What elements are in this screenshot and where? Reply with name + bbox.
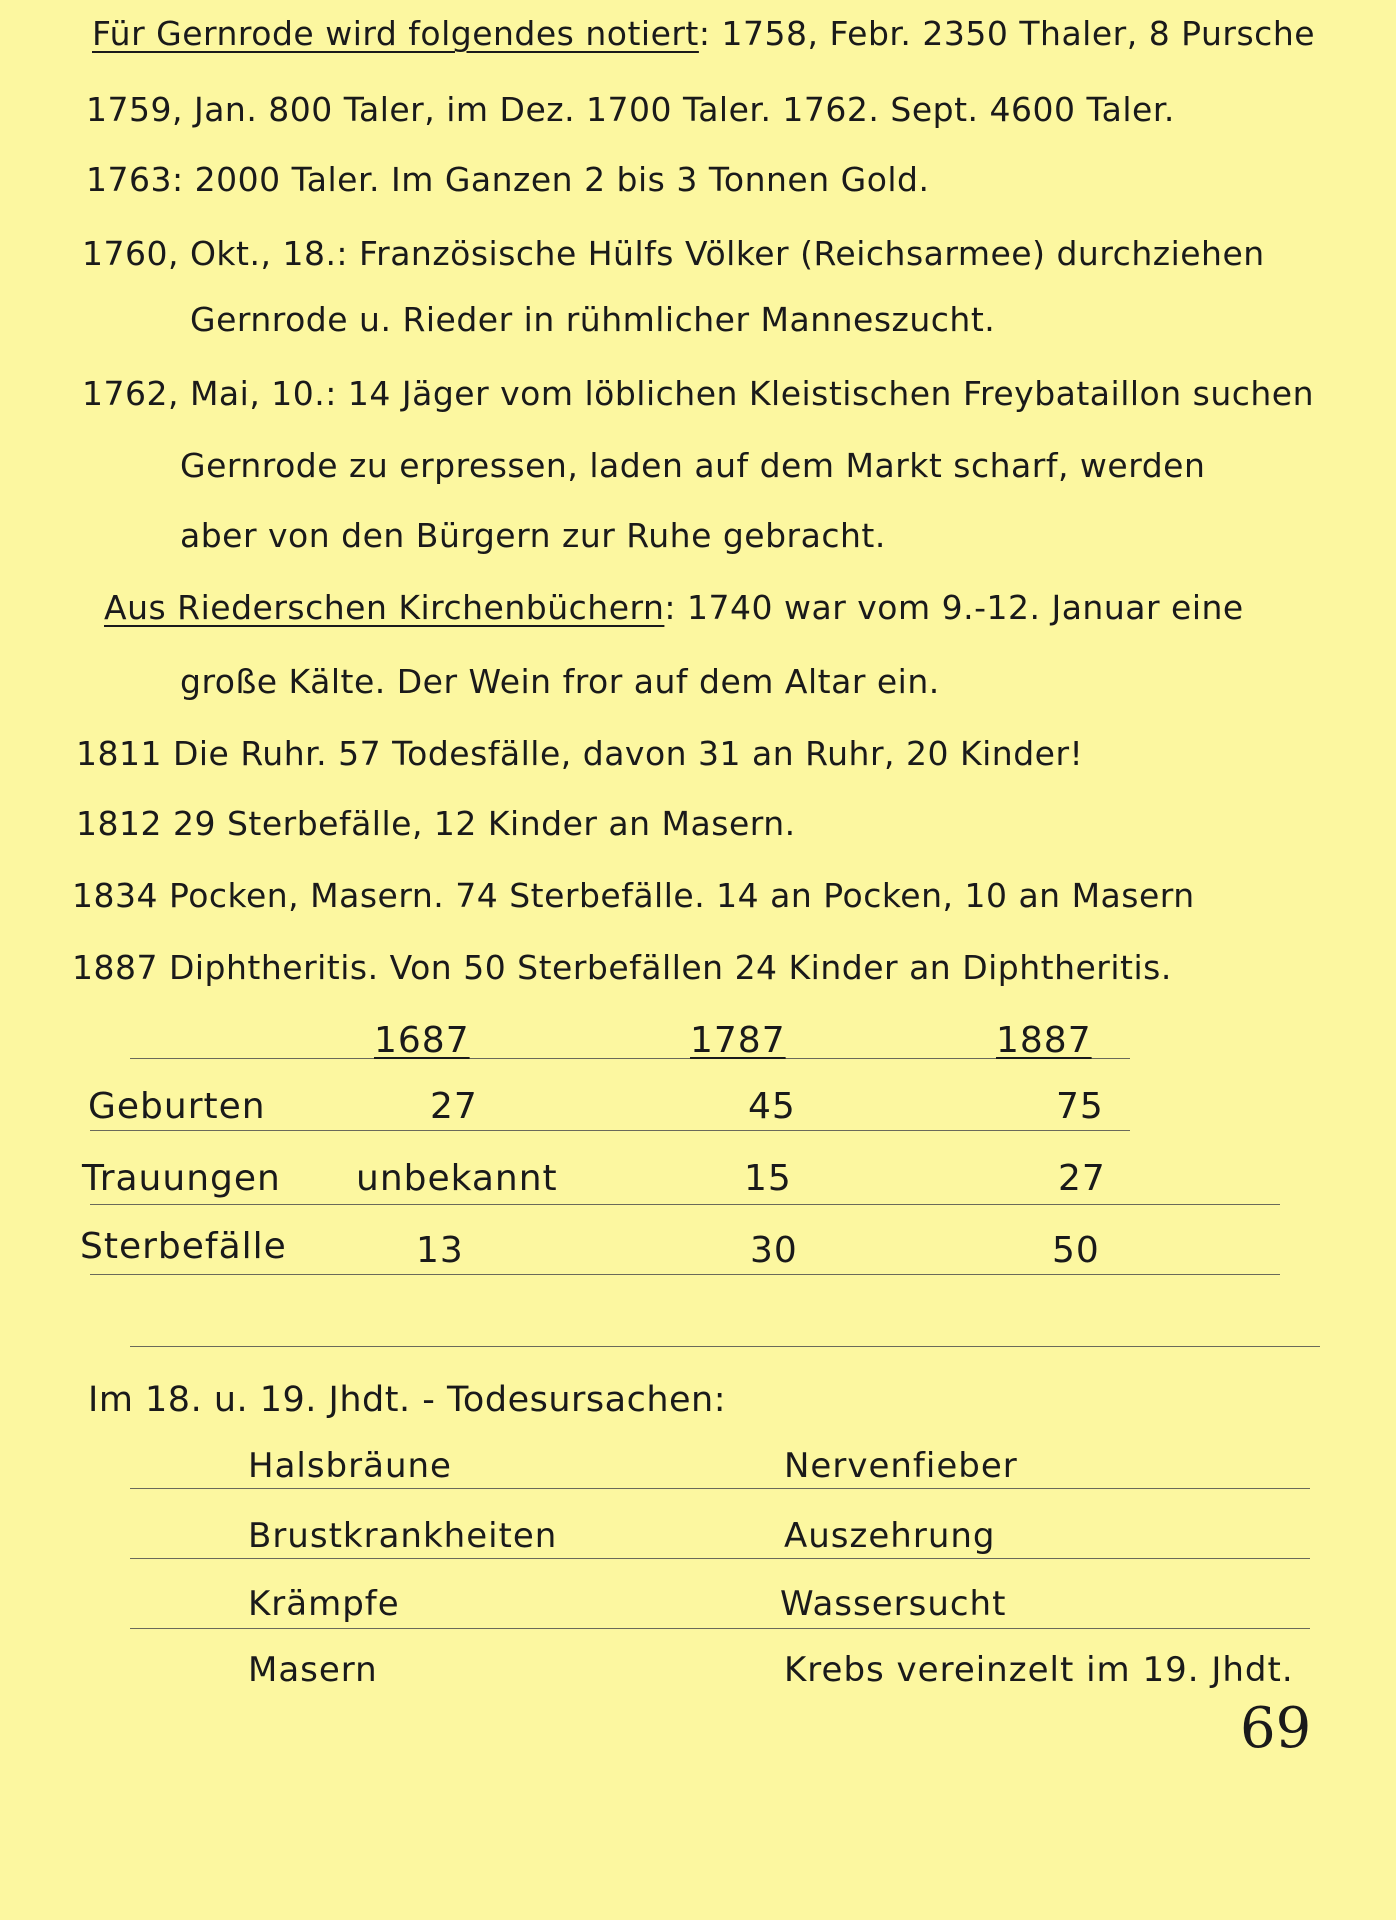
cause-right-3: Wassersucht xyxy=(780,1584,1007,1624)
note-line-5: Gernrode u. Rieder in rühmlicher Manneszucht. xyxy=(190,300,996,339)
causes-rule xyxy=(130,1488,1310,1489)
causes-rule xyxy=(130,1558,1310,1559)
row-label-geburten: Geburten xyxy=(88,1086,266,1127)
kirchenbuecher-heading: Aus Riederschen Kirchenbüchern xyxy=(104,588,665,627)
table-cell: unbekannt xyxy=(356,1158,558,1199)
table-cell: 45 xyxy=(748,1086,796,1127)
table-rule xyxy=(90,1130,1130,1131)
causes-rule xyxy=(130,1628,1310,1629)
note-line-9-text: : 1740 war vom 9.-12. Januar eine xyxy=(664,588,1244,627)
note-line-12: 1812 29 Sterbefälle, 12 Kinder an Masern. xyxy=(76,804,796,843)
year-header-1687: 1687 xyxy=(374,1020,470,1061)
year-header-1787: 1787 xyxy=(690,1020,786,1061)
note-line-6: 1762, Mai, 10.: 14 Jäger vom löblichen Kleistischen Freybataillon suchen xyxy=(82,374,1315,413)
table-rule xyxy=(130,1346,1320,1347)
cause-left-2: Brustkrankheiten xyxy=(248,1516,558,1556)
causes-heading: Im 18. u. 19. Jhdt. - Todesursachen: xyxy=(88,1380,727,1420)
table-cell: 27 xyxy=(1058,1158,1106,1199)
table-cell: 13 xyxy=(416,1230,464,1271)
note-line-7: Gernrode zu erpressen, laden auf dem Markt scharf, werden xyxy=(180,446,1206,485)
note-line-8: aber von den Bürgern zur Ruhe gebracht. xyxy=(180,516,886,555)
cause-left-3: Krämpfe xyxy=(248,1584,400,1624)
table-cell: 75 xyxy=(1056,1086,1104,1127)
table-rule xyxy=(130,1058,1130,1059)
cause-left-4: Masern xyxy=(248,1650,378,1690)
note-line-1 xyxy=(92,14,1315,53)
note-line-1-text: : 1758, Febr. 2350 Thaler, 8 Pursche xyxy=(698,14,1316,53)
note-line-2: 1759, Jan. 800 Taler, im Dez. 1700 Taler. 1762. Sept. 4600 Taler. xyxy=(86,90,1175,129)
table-cell: 30 xyxy=(750,1230,798,1271)
table-rule xyxy=(90,1274,1280,1275)
table-cell: 15 xyxy=(744,1158,792,1199)
note-line-11: 1811 Die Ruhr. 57 Todesfälle, davon 31 an Ruhr, 20 Kinder! xyxy=(76,734,1084,773)
table-cell: 50 xyxy=(1052,1230,1100,1271)
row-label-sterbefaelle: Sterbefälle xyxy=(80,1226,287,1267)
cause-left-1: Halsbräune xyxy=(248,1446,452,1486)
note-line-9 xyxy=(104,588,1244,627)
table-rule xyxy=(90,1204,1280,1205)
note-line-4: 1760, Okt., 18.: Französische Hülfs Völker (Reichsarmee) durchziehen xyxy=(82,234,1265,273)
note-line-10: große Kälte. Der Wein fror auf dem Altar ein. xyxy=(180,662,940,701)
gernrode-heading: Für Gernrode wird folgendes notiert xyxy=(92,14,699,53)
cause-right-2: Auszehrung xyxy=(784,1516,996,1556)
row-label-trauungen: Trauungen xyxy=(82,1158,281,1199)
note-line-13: 1834 Pocken, Masern. 74 Sterbefälle. 14 an Pocken, 10 an Masern xyxy=(72,876,1195,915)
note-line-3: 1763: 2000 Taler. Im Ganzen 2 bis 3 Tonnen Gold. xyxy=(86,160,930,199)
year-header-1887: 1887 xyxy=(996,1020,1092,1061)
note-line-14: 1887 Diphtheritis. Von 50 Sterbefällen 24 Kinder an Diphtheritis. xyxy=(72,948,1172,987)
table-cell: 27 xyxy=(430,1086,478,1127)
cause-right-1: Nervenfieber xyxy=(784,1446,1018,1486)
page-number: 69 xyxy=(1240,1696,1312,1761)
cause-right-4: Krebs vereinzelt im 19. Jhdt. xyxy=(784,1650,1294,1690)
